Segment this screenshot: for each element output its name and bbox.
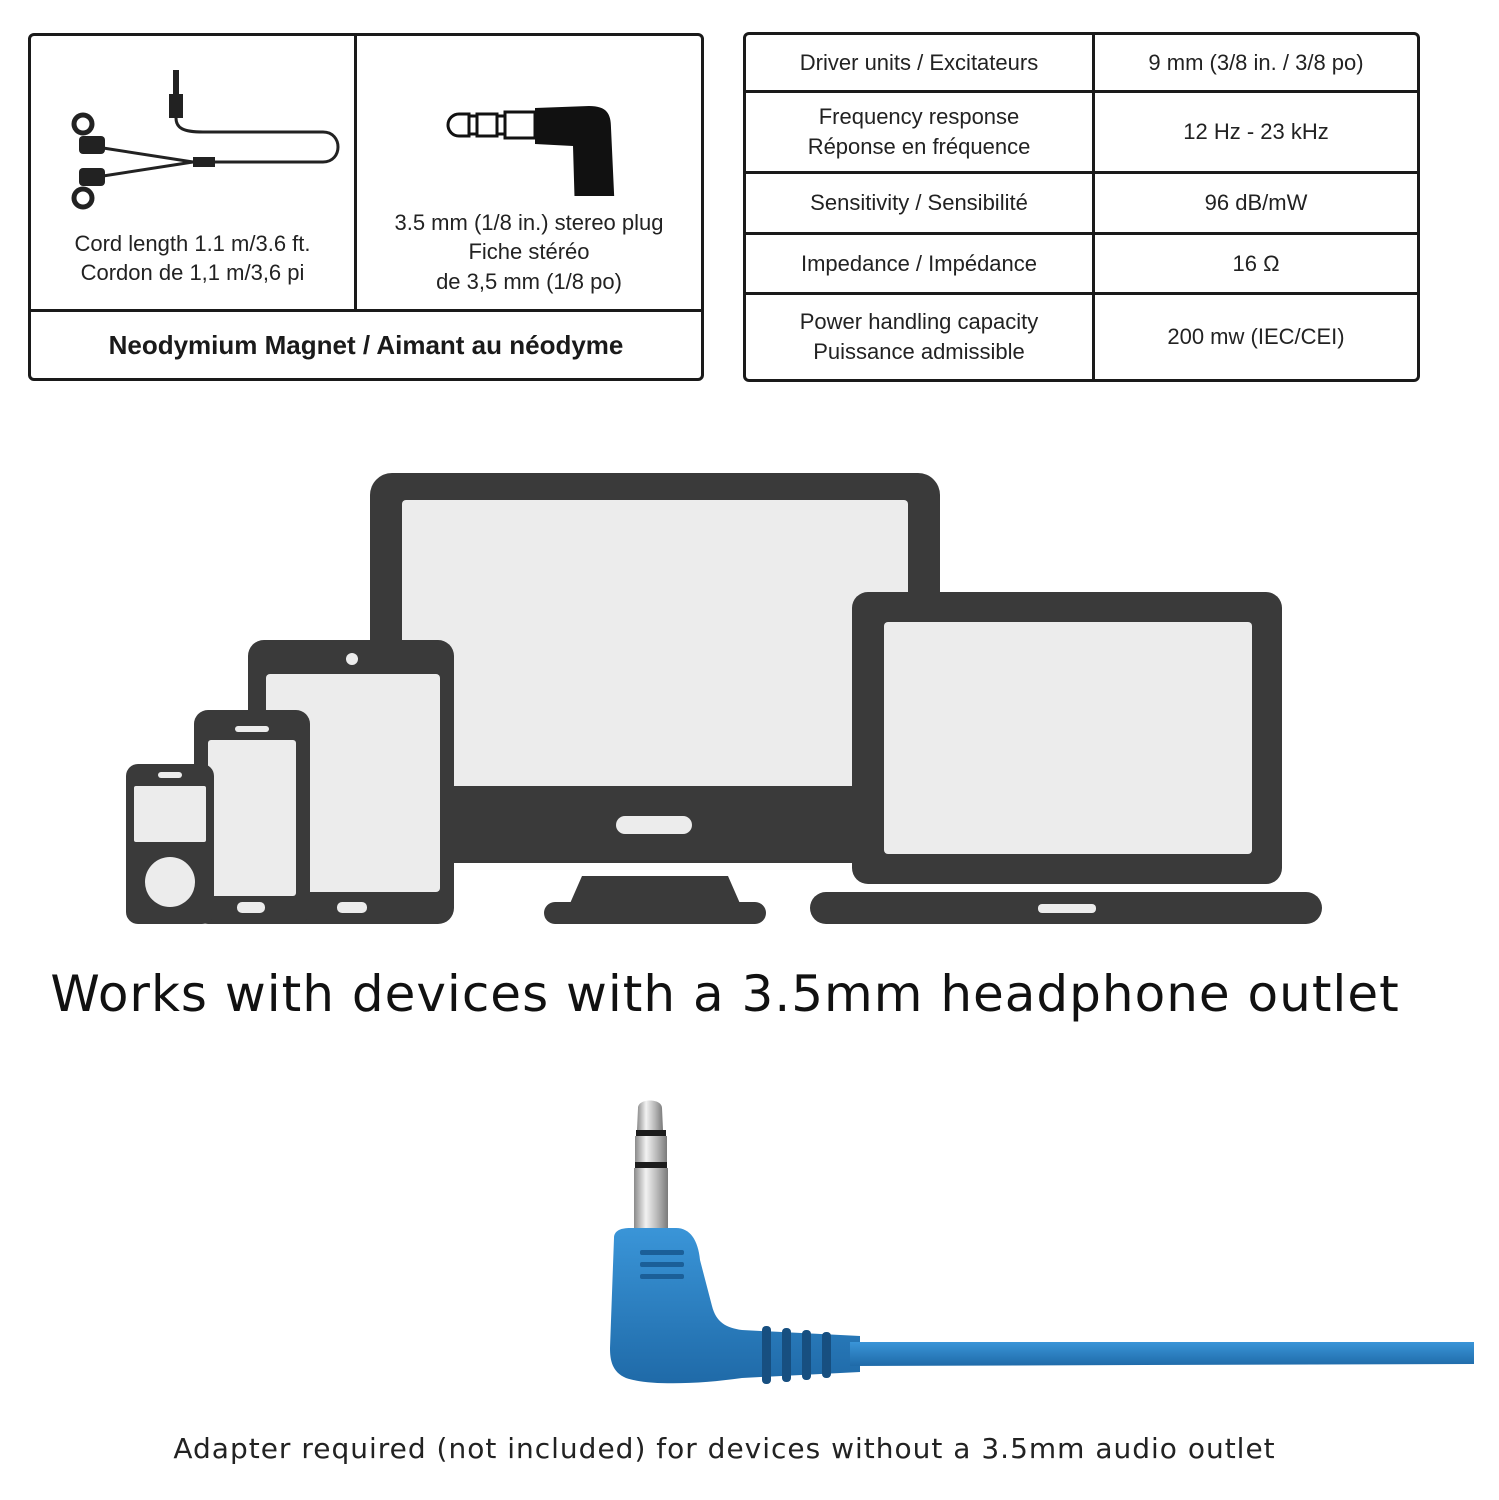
- spec-value: 200 mw (IEC/CEI): [1167, 324, 1345, 349]
- feature-box: [28, 33, 704, 381]
- plug-text-en: 3.5 mm (1/8 in.) stereo plug: [394, 210, 664, 235]
- spec-label: Impedance / Impédance: [746, 235, 1095, 292]
- spec-row: [746, 93, 1417, 171]
- devices-illustration: [120, 470, 1330, 930]
- adapter-footnote: Adapter required (not included) for devices without a 3.5mm audio outlet: [173, 1432, 1276, 1465]
- spec-row: [746, 174, 1417, 232]
- spec-row: [746, 35, 1417, 90]
- spec-value: 16 Ω: [1232, 250, 1280, 276]
- plug-text-fr-1: Fiche stéréo: [468, 239, 590, 264]
- compatibility-headline: Works with devices with a 3.5mm headphone outlet: [50, 965, 1400, 1023]
- spec-value: 96 dB/mW: [1204, 190, 1308, 215]
- spec-label: Sensitivity / Sensibilité: [746, 174, 1095, 232]
- plug-text-fr-2: de 3,5 mm (1/8 po): [436, 269, 622, 294]
- spec-label: Power handling capacity Puissance admissible: [746, 295, 1095, 379]
- cord-length-cell: [31, 36, 354, 309]
- laptop-icon: [810, 592, 1322, 924]
- audio-jack-cable-icon: [0, 1090, 1499, 1410]
- earphones-icon: [43, 58, 343, 218]
- spec-value: 12 Hz - 23 kHz: [1183, 119, 1329, 144]
- music-player-icon: [126, 764, 214, 924]
- spec-label: Frequency response Réponse en fréquence: [746, 93, 1095, 171]
- spec-table: [743, 32, 1420, 382]
- cord-length-text-fr: Cordon de 1,1 m/3,6 pi: [80, 260, 305, 285]
- magnet-label: Neodymium Magnet / Aimant au néodyme: [108, 329, 624, 360]
- stereo-plug-icon: [439, 66, 639, 196]
- spec-row: [746, 235, 1417, 292]
- spec-label: Driver units / Excitateurs: [746, 35, 1095, 90]
- spec-row: [746, 295, 1417, 379]
- spec-value: 9 mm (3/8 in. / 3/8 po): [1148, 49, 1364, 75]
- cord-length-text-en: Cord length 1.1 m/3.6 ft.: [74, 231, 311, 256]
- stereo-plug-cell: [357, 36, 701, 309]
